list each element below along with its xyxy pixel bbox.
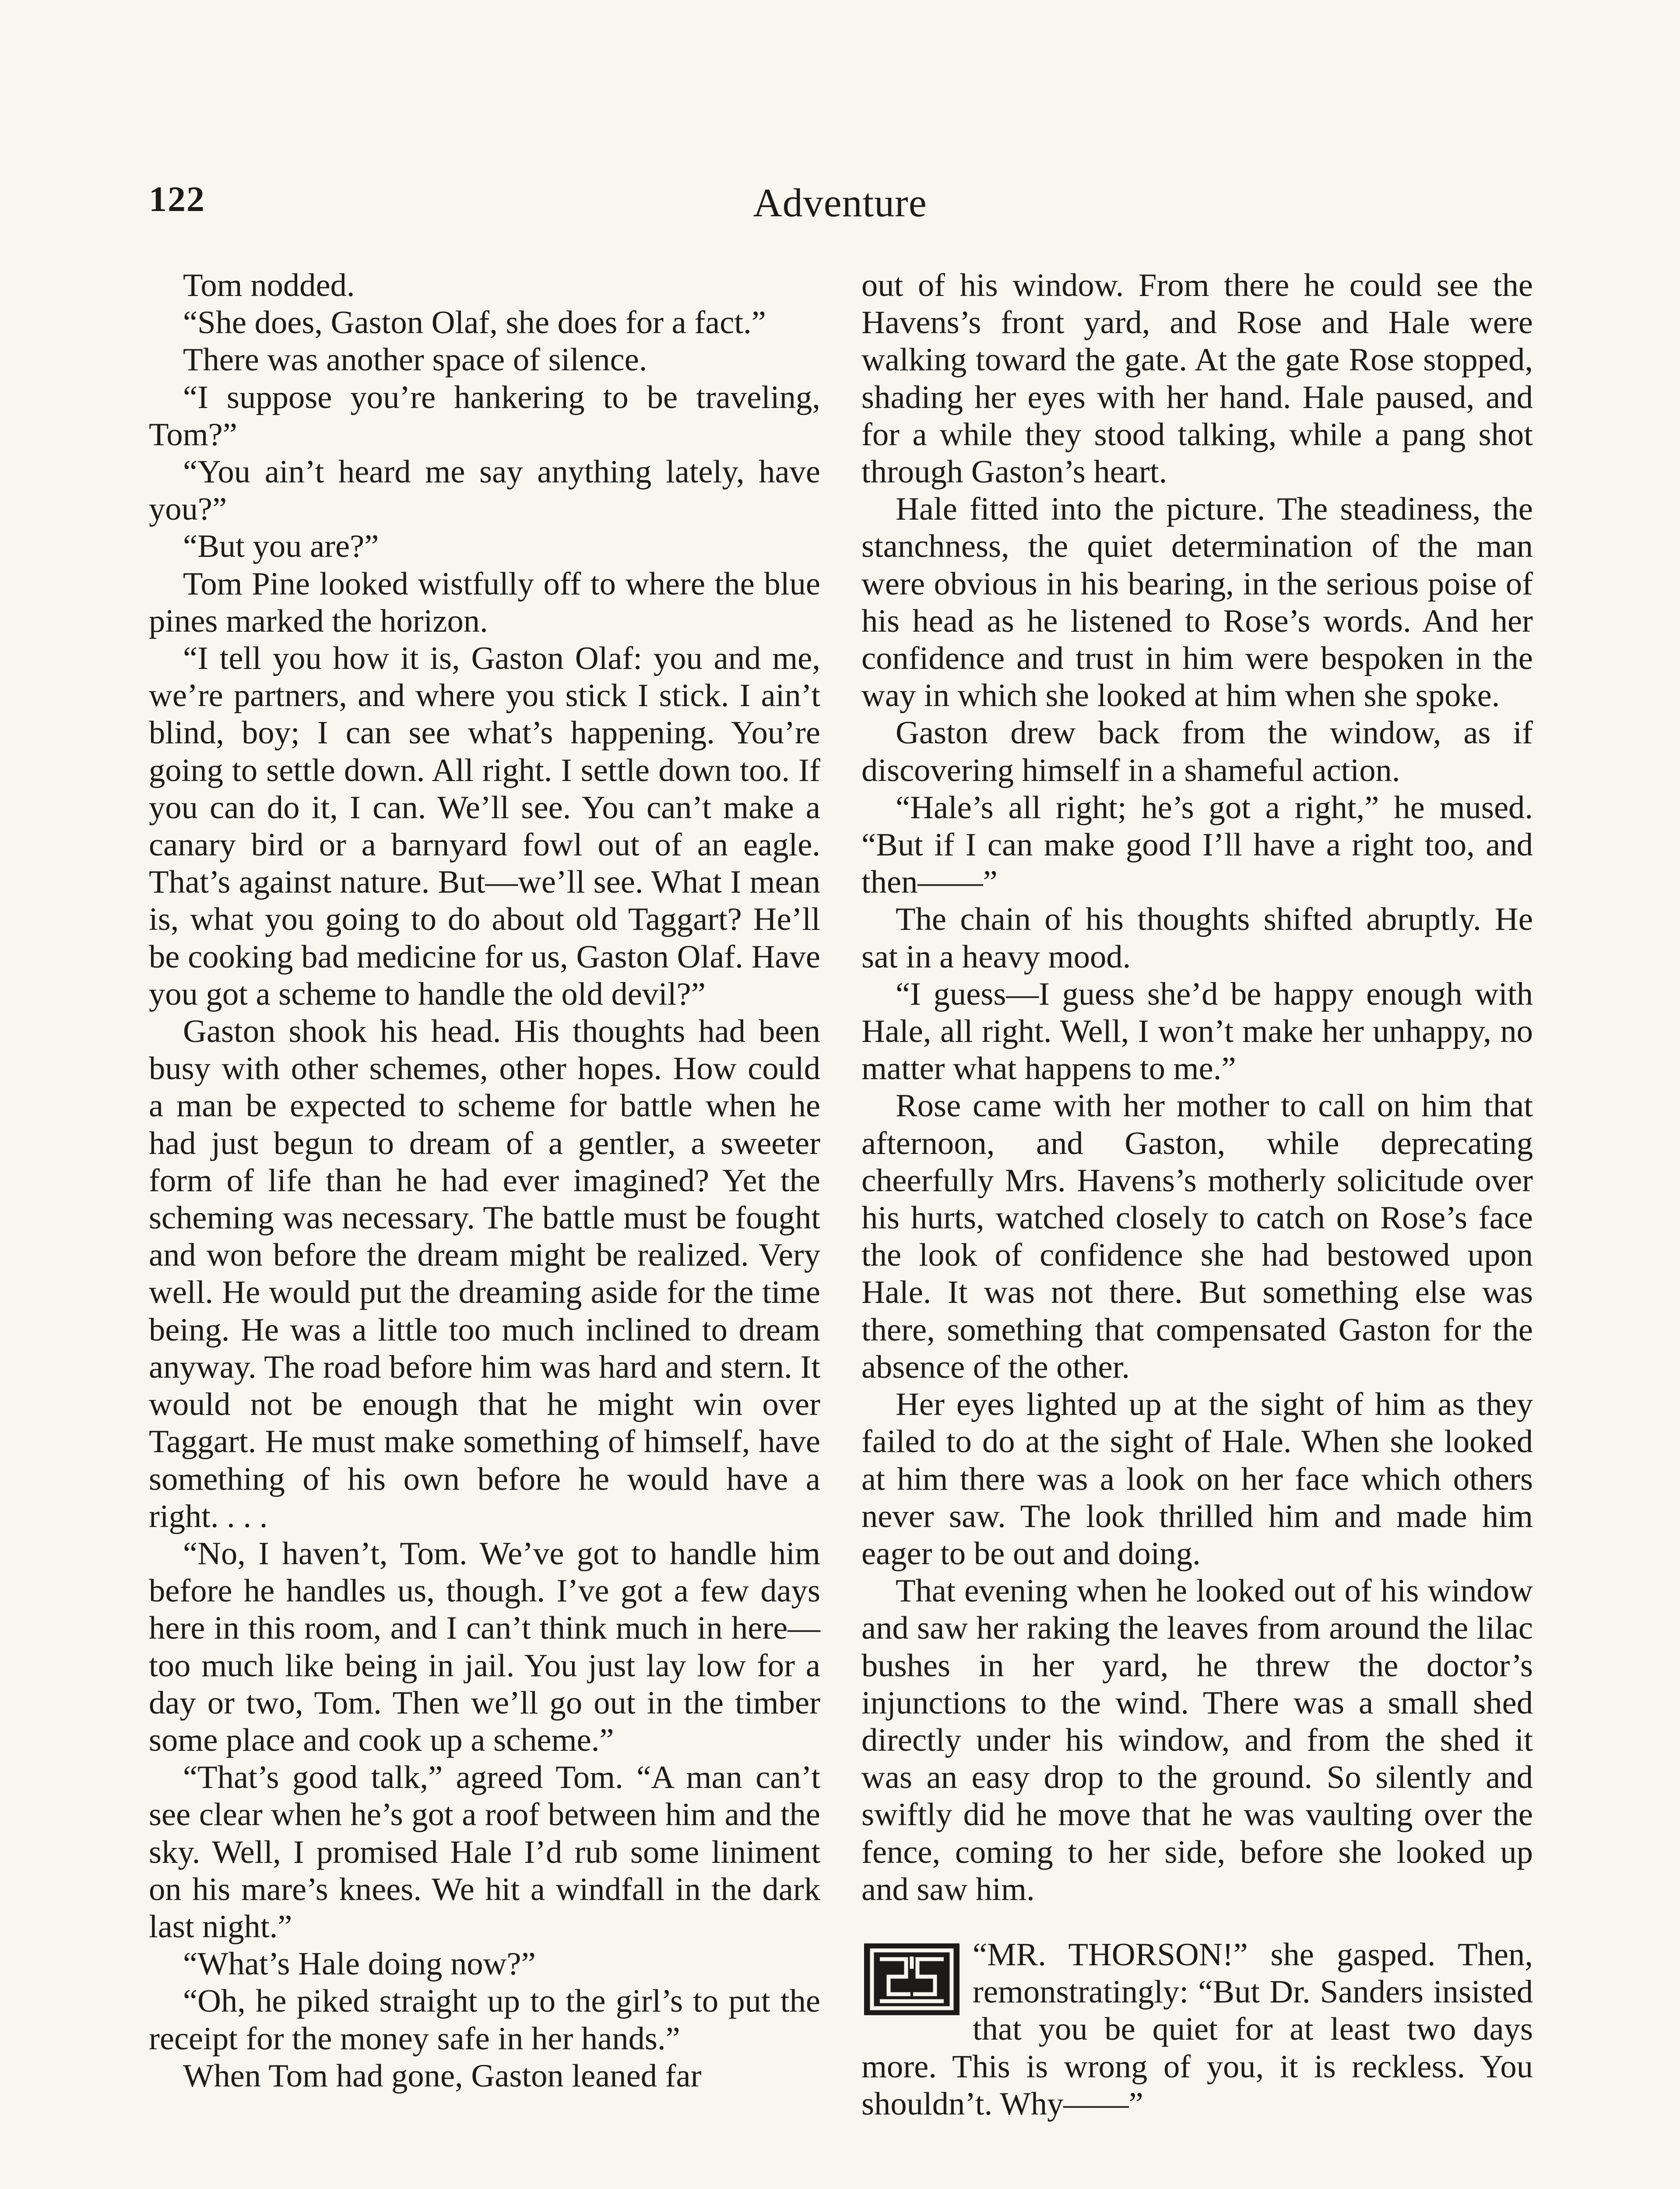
paragraph: Gaston shook his head. His thoughts had been busy with other schemes, other hopes. How could a man be expected to scheme for battle when he had just begun to dream of a gentler, a sweeter form of life than he had ever imagined? Yet the scheming was necessary. The battle must be fought and won before the dream might be realized. Very well. He would put the dreaming aside for the time being. He was a little too much inclined to dream anyway. The road before him was hard and stern. It would not be enough that he might win over Taggart. He must make something of himself, have something of his own before he would have a right. . . .: [149, 1014, 820, 1534]
paragraph: When Tom had gone, Gaston leaned far: [183, 2058, 702, 2094]
section-opening-text: “MR. THORSON!” she gasped. Then, remonstratingly: “But Dr. Sanders insisted that you be quiet for at least two days more. This is wrong of you, it is reckless. You shouldn’t. Why——”: [861, 1936, 1533, 2122]
paragraph: “I tell you how it is, Gaston Olaf: you and me, we’re partners, and where you stick I stick. I ain’t blind, boy; I can see what’s happening. You’re going to settle down. All right. I settle down too. If you can do it, I can. We’ll see. You can’t make a canary bird or a barnyard fowl out of an eagle. That’s against nature. But—we’ll see. What I mean is, what you going to do about old Taggart? He’ll be cooking bad medicine for us, Gaston Olaf. Have you got a scheme to handle the old devil?”: [149, 641, 820, 1012]
paragraph: “Oh, he piked straight up to the girl’s to put the receipt for the money safe in her hands.”: [149, 1983, 820, 2057]
section-gap: [861, 1908, 1533, 1936]
paragraph: Tom nodded.: [183, 267, 355, 303]
paragraph: “No, I haven’t, Tom. We’ve got to handle him before he handles us, though. I’ve got a few days here in this room, and I can’t think much in here—too much like being in jail. You just lay low for a day or two, Tom. Then we’ll go out in the timber some place and cook up a scheme.”: [149, 1535, 820, 1758]
section-opening: [861, 1936, 1533, 2123]
paragraph: Gaston drew back from the window, as if discovering himself in a shameful action.: [861, 715, 1533, 788]
paragraph: out of his window. From there he could see the Havens’s front yard, and Rose and Hale were walking toward the gate. At the gate Rose stopped, shading her eyes with her hand. Hale paused, and for a while they stood talking, while a pang shot through Gaston’s heart.: [861, 267, 1533, 490]
paragraph: “What’s Hale doing now?”: [183, 1946, 536, 1982]
left-column: [149, 267, 820, 2095]
paragraph: That evening when he looked out of his window and saw her raking the leaves from around the lilac bushes in her yard, he threw the doctor’s injunctions to the wind. There was a small shed directly under his window, and from the shed it was an easy drop to the ground. So silently and swiftly did he move that he was vaulting over the fence, coming to her side, before she looked up and saw him.: [861, 1573, 1533, 1907]
paragraph: Her eyes lighted up at the sight of him as they failed to do at the sight of Hale. When she looked at him there was a look on her face which others never saw. The look thrilled him and made him eager to be out and doing.: [861, 1387, 1533, 1572]
paragraph: “You ain’t heard me say anything lately, have you?”: [149, 454, 820, 528]
paragraph: There was another space of silence.: [183, 342, 647, 378]
running-title: Adventure: [753, 180, 927, 225]
paragraph: “I guess—I guess she’d be happy enough with Hale, all right. Well, I won’t make her unhappy, no matter what happens to me.”: [861, 976, 1533, 1087]
paragraph: Tom Pine looked wistfully off to where the blue pines marked the horizon.: [149, 566, 820, 639]
ornament-icon: [862, 1942, 961, 2017]
page-number: 122: [149, 179, 205, 219]
paragraph: Rose came with her mother to call on him that afternoon, and Gaston, while deprecating cheerfully Mrs. Havens’s motherly solicitude over his hurts, watched closely to catch on Rose’s face the look of confidence she had bestowed upon Hale. It was not there. But something else was there, something that compensated Gaston for the absence of the other.: [861, 1088, 1533, 1385]
paragraph: Hale fitted into the picture. The steadiness, the stanchness, the quiet determination of the man were obvious in his bearing, in the serious poise of his head as he listened to Rose’s words. And her confidence and trust in him were bespoken in the way in which she looked at him when she spoke.: [861, 491, 1533, 714]
paragraph: “But you are?”: [183, 528, 379, 565]
paragraph: “That’s good talk,” agreed Tom. “A man can’t see clear when he’s got a roof between him and the sky. Well, I promised Hale I’d rub some liniment on his mare’s knees. We hit a windfall in the dark last night.”: [149, 1760, 820, 1945]
paragraph: “She does, Gaston Olaf, she does for a fact.”: [183, 305, 766, 341]
paragraph: “I suppose you’re hankering to be traveling, Tom?”: [149, 379, 820, 453]
right-column: [861, 267, 1533, 2123]
paragraph: The chain of his thoughts shifted abruptly. He sat in a heavy mood.: [861, 901, 1533, 975]
paragraph: “Hale’s all right; he’s got a right,” he mused. “But if I can make good I’ll have a right too, and then——”: [861, 789, 1533, 901]
